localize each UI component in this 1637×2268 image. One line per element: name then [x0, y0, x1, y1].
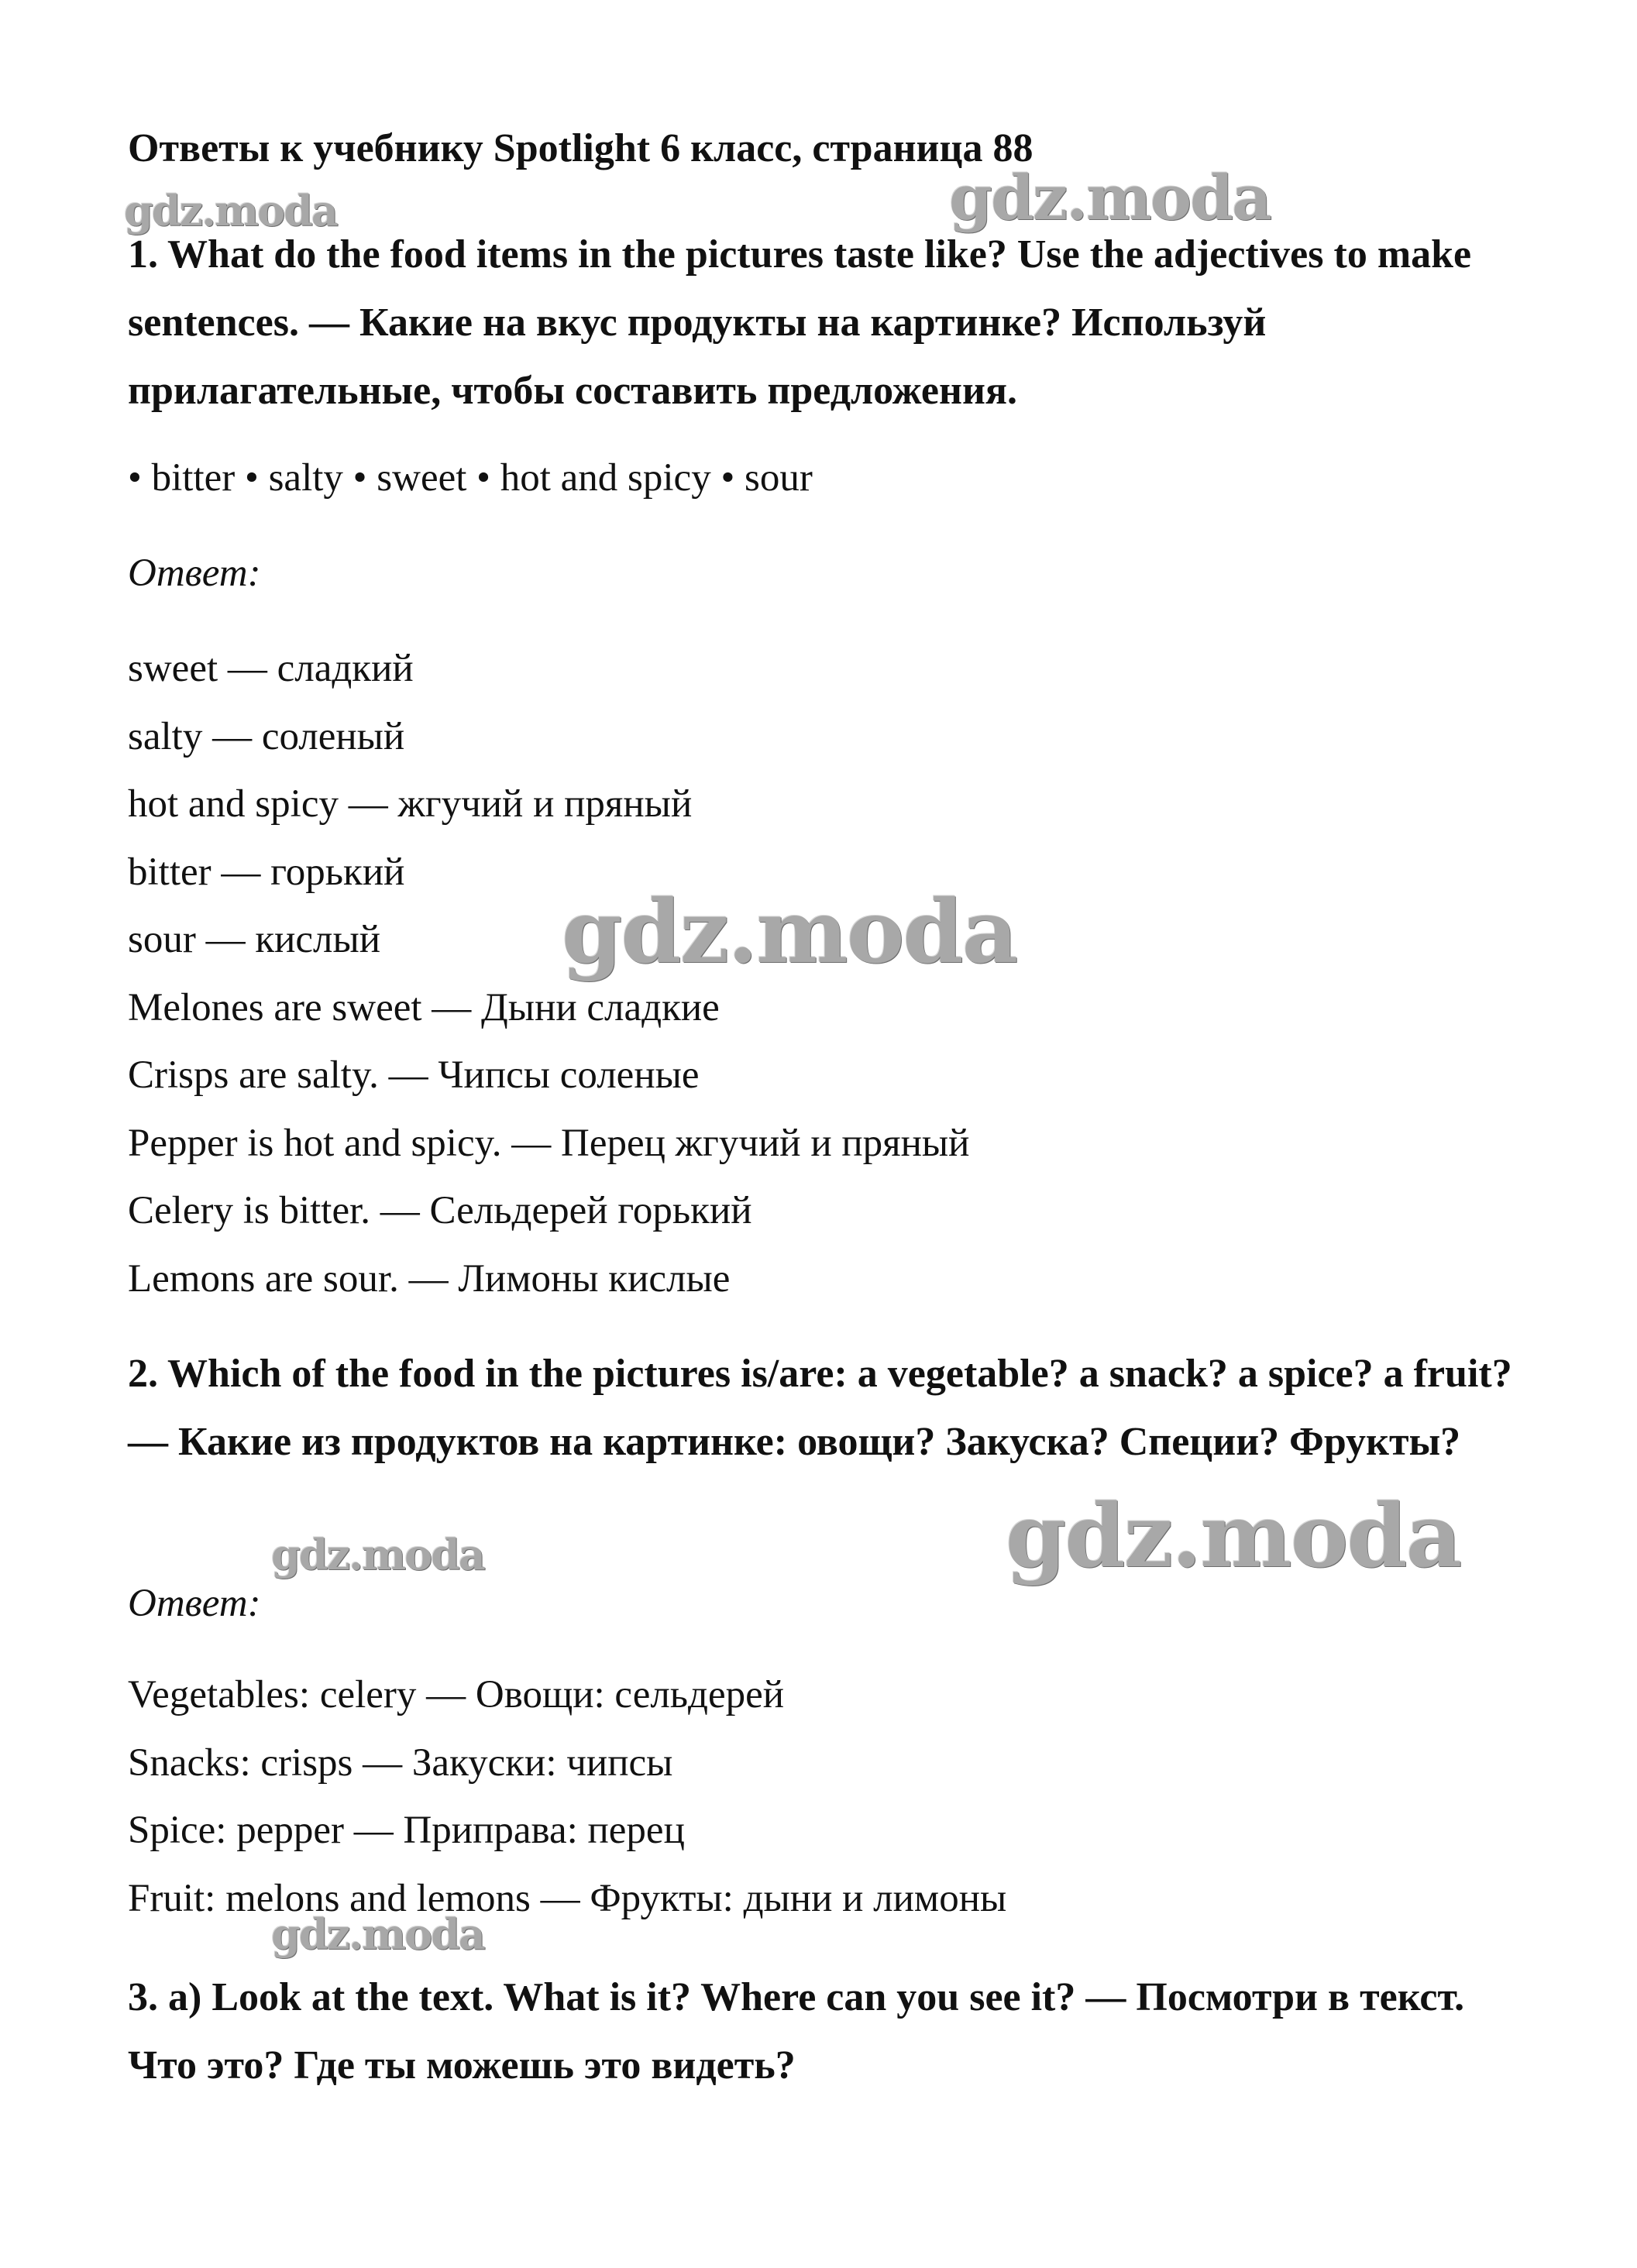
adjective-options: • bitter • salty • sweet • hot and spicy • sour [128, 456, 813, 500]
answer-label: Ответ: [128, 552, 261, 595]
answer-line: bitter — горький [128, 850, 405, 894]
answer-line: Snacks: crisps — Закуски: чипсы [128, 1741, 673, 1785]
answer-line: Celery is bitter. — Сельдерей горький [128, 1189, 752, 1232]
answer-line: Melones are sweet — Дыни сладкие [128, 985, 720, 1029]
answer-line: Lemons are sour. — Лимоны кислые [128, 1256, 731, 1301]
answer-line: Spice: pepper — Приправа: перец [128, 1809, 685, 1852]
watermark: gdz.moda [562, 881, 1017, 983]
watermark: gdz.moda [949, 161, 1271, 234]
question-2-text: 2. Which of the food in the pictures is/are: a vegetable? a snack? a spice? a fruit? — Какие из продуктов на картинке: овощи? Закуска? Специи? Фрукты? [128, 1352, 1512, 1464]
watermark: gdz.moda [271, 1530, 484, 1579]
answer-line: Pepper is hot and spicy. — Перец жгучий и пряный [128, 1121, 970, 1165]
answer-line: Crisps are salty. — Чипсы соленые [128, 1053, 700, 1097]
answer-line: salty — соленый [128, 714, 405, 758]
answer-label: Ответ: [128, 1582, 261, 1625]
watermark: gdz.moda [124, 186, 337, 235]
question-1-text: 1. What do the food items in the pictures taste like? Use the adjectives to make sentences. — Какие на вкус продукты на картинке? Используй прилагательные, чтобы составить предложения. [128, 232, 1472, 413]
watermark: gdz.moda [271, 1909, 484, 1959]
answer-line: Vegetables: celery — Овощи: сельдерей [128, 1673, 785, 1716]
watermark: gdz.moda [1006, 1486, 1461, 1587]
answer-line: sour — кислый [128, 918, 381, 961]
answer-line: hot and spicy — жгучий и пряный [128, 782, 693, 826]
answer-line: Fruit: melons and lemons — Фрукты: дыни и лимоны [128, 1876, 1007, 1920]
question-3-text: 3. a) Look at the text. What is it? Where can you see it? — Посмотри в текст. Что это? Где ты можешь это видеть? [128, 1975, 1465, 2088]
page-title: Ответы к учебнику Spotlight 6 класс, страница 88 [128, 126, 1033, 170]
answer-line: sweet — сладкий [128, 647, 414, 690]
answer-list-2 [128, 1661, 1006, 1933]
